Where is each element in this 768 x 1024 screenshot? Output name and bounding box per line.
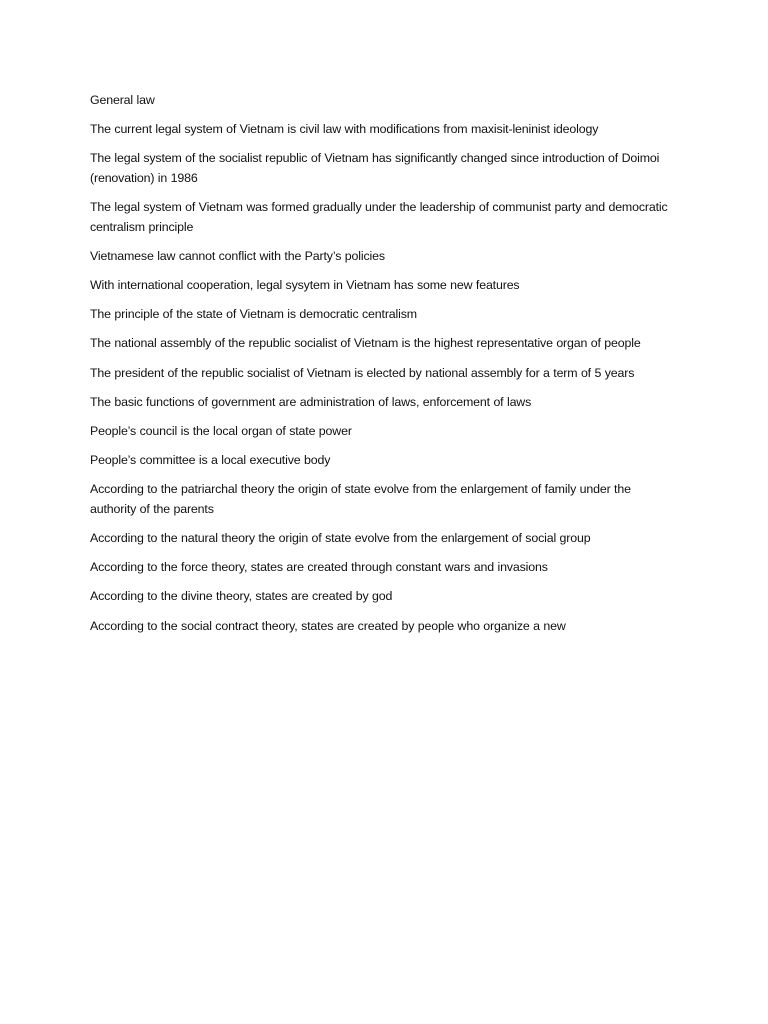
paragraph: People’s committee is a local executive body [90,453,331,468]
paragraph: The principle of the state of Vietnam is democratic centralism [90,307,417,322]
paragraph: With international cooperation, legal sysytem in Vietnam has some new features [90,277,520,292]
document-body [90,91,680,646]
paragraph: The legal system of the socialist republic of Vietnam has significantly changed since introduction of Doimoi (renovation) in 1986 [90,151,660,185]
paragraph-heading: General law [90,93,155,107]
paragraph: According to the divine theory, states are created by god [90,589,393,604]
paragraph: The national assembly of the republic socialist of Vietnam is the highest representative organ of people [90,336,641,351]
paragraph: The current legal system of Vietnam is civil law with modifications from maxisit-leninist ideology [90,122,599,137]
paragraph: The president of the republic socialist of Vietnam is elected by national assembly for a term of 5 years [90,365,635,380]
paragraph: The legal system of Vietnam was formed gradually under the leadership of communist party and democratic centralism principle [90,200,668,234]
paragraph: Vietnamese law cannot conflict with the Party’s policies [90,248,385,263]
paragraph: According to the social contract theory, states are created by people who organize a new [90,618,566,633]
paragraph: According to the patriarchal theory the origin of state evolve from the enlargement of family under the authority of the parents [90,482,631,516]
paragraph: According to the force theory, states are created through constant wars and invasions [90,560,548,575]
paragraph: According to the natural theory the origin of state evolve from the enlargement of social group [90,530,591,545]
paragraph: The basic functions of government are administration of laws, enforcement of laws [90,394,532,409]
paragraph: People’s council is the local organ of state power [90,423,352,438]
